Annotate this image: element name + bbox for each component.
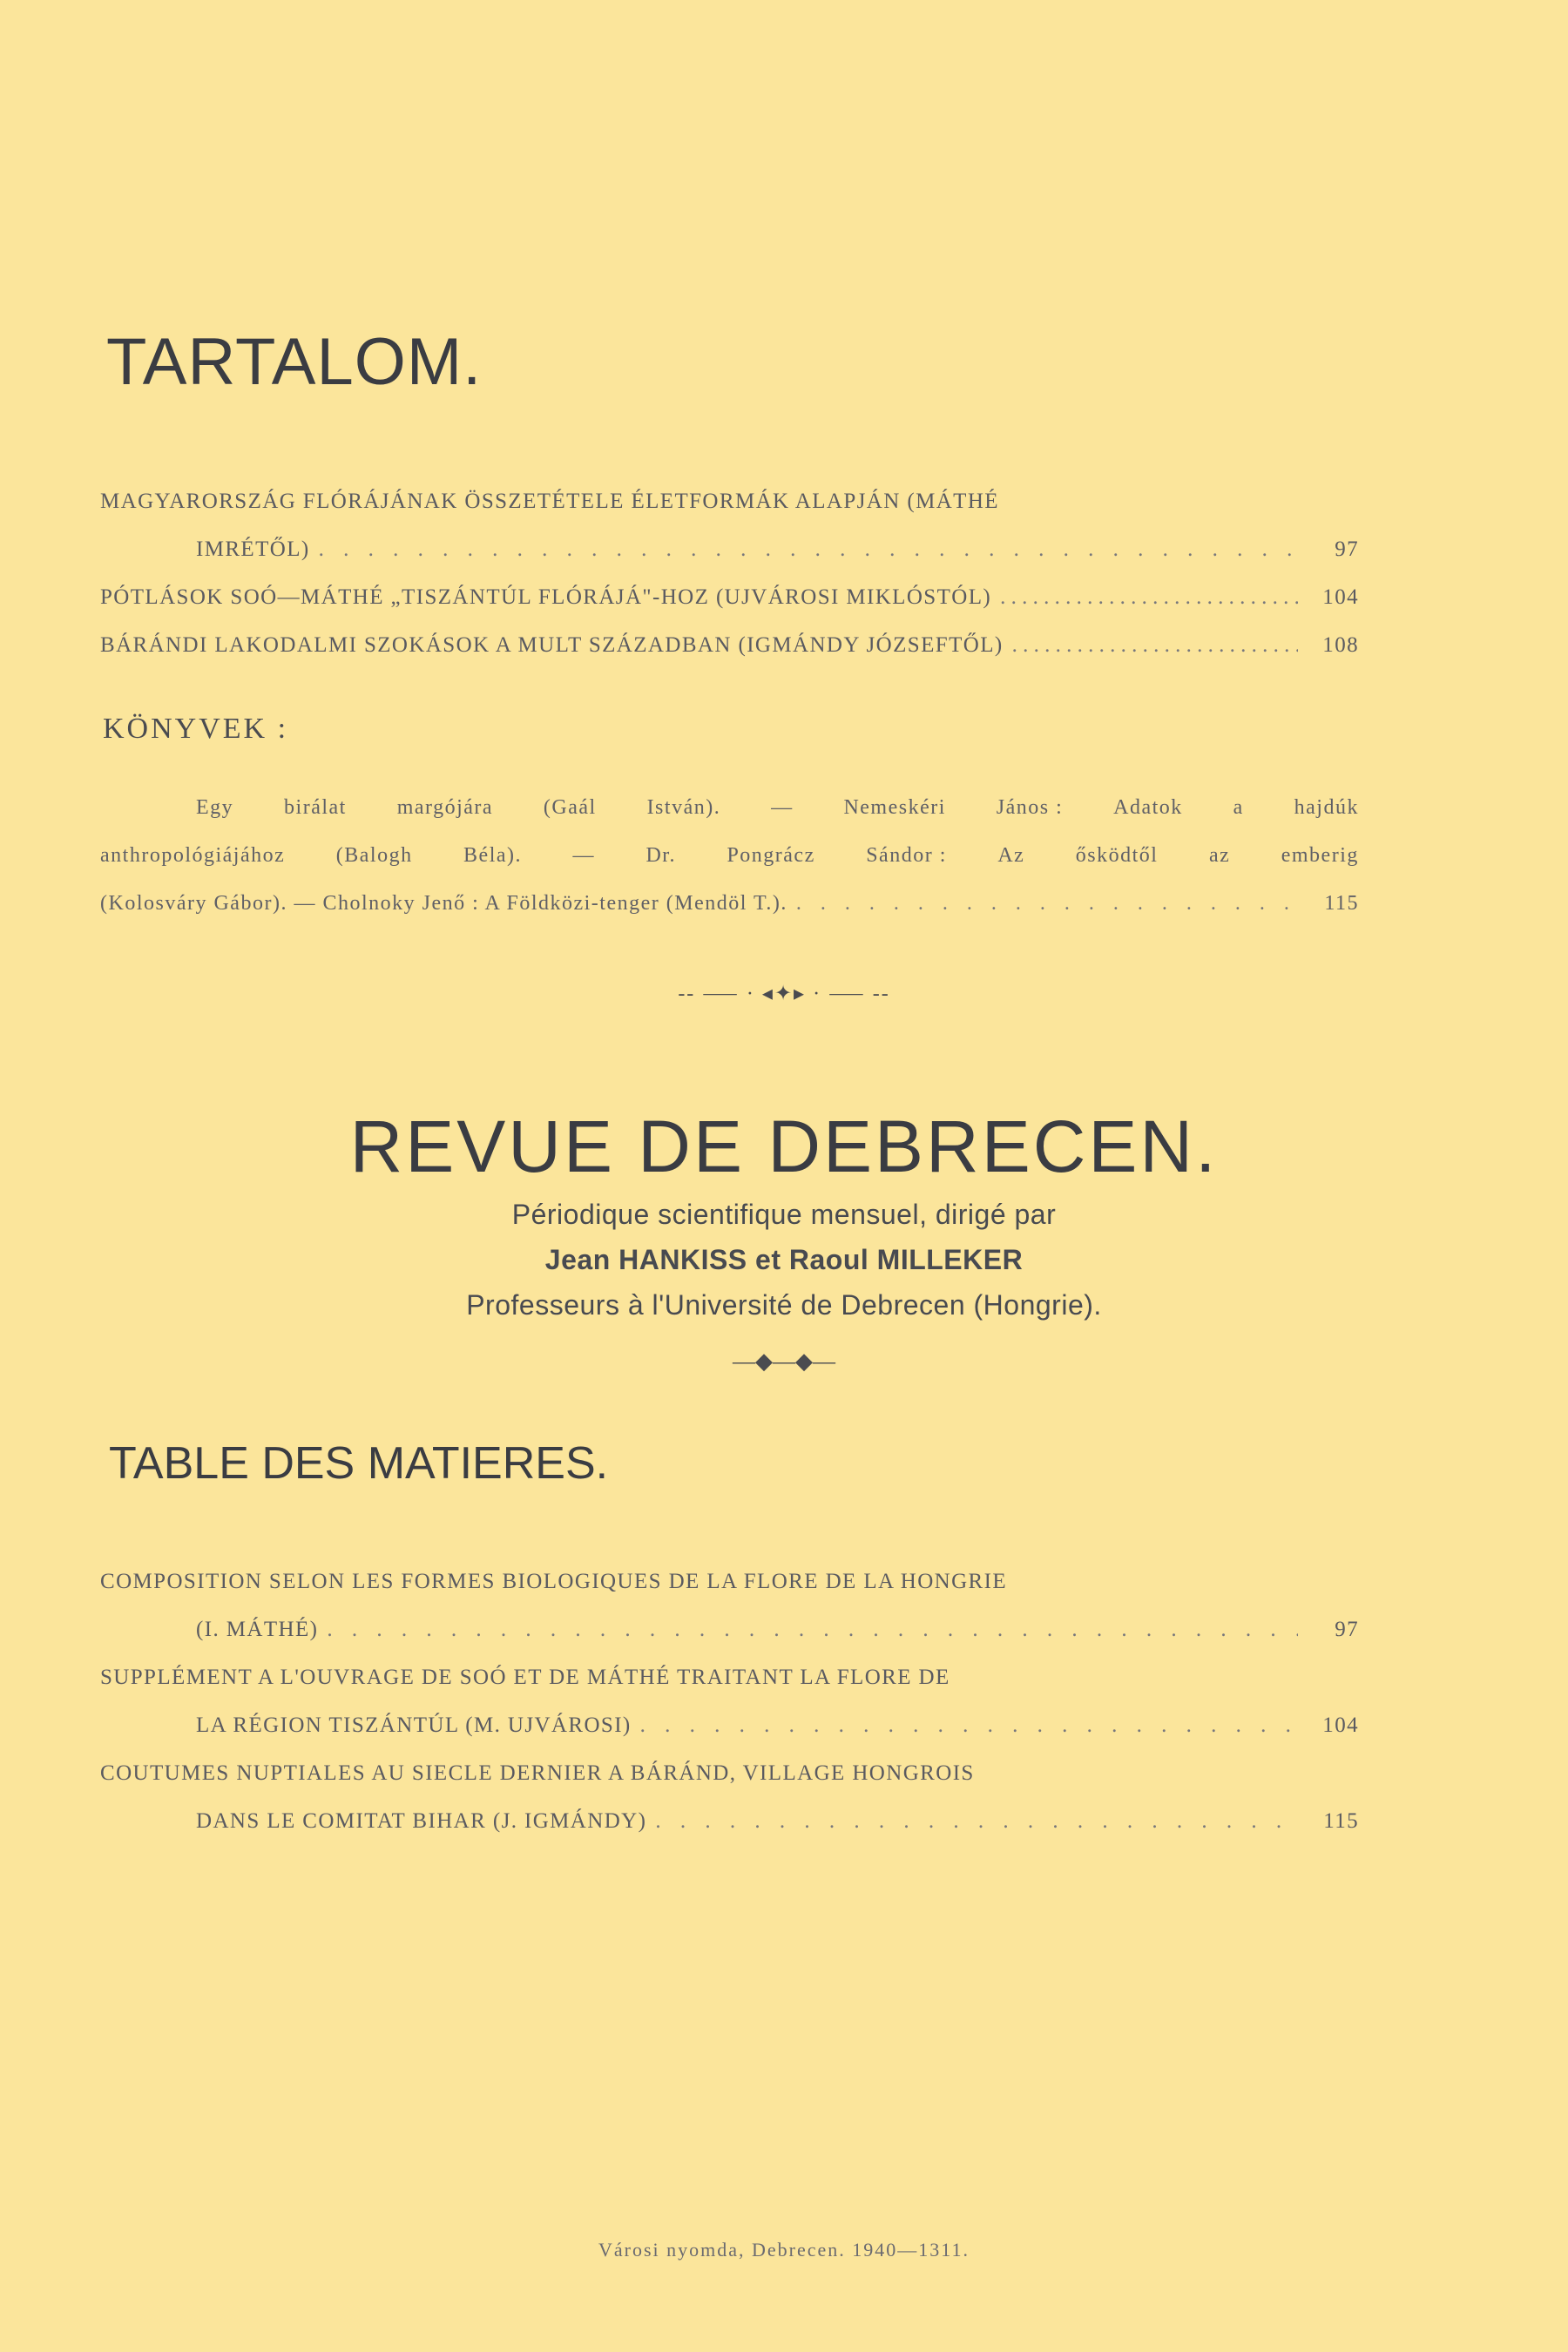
toc-page-number: 104	[1322, 585, 1359, 609]
books-word: István).	[646, 796, 721, 819]
books-word: birálat	[284, 796, 347, 819]
books-word: —	[771, 796, 794, 819]
toc-entry-title: BÁRÁNDI LAKODALMI SZOKÁSOK A MULT SZÁZADBAN (IGMÁNDY JÓZSEFTŐL)	[100, 633, 1004, 657]
printer-imprint: Városi nyomda, Debrecen. 1940—1311.	[598, 2239, 970, 2261]
toc-entry-title-cont: IMRÉTŐL)	[196, 537, 310, 561]
books-word: a	[1233, 796, 1244, 819]
dot-leader	[796, 880, 1298, 928]
books-word: Egy	[196, 796, 234, 819]
dot-leader	[319, 525, 1298, 573]
toc-entry-title-cont: LA RÉGION TISZÁNTÚL (M. UJVÁROSI)	[196, 1713, 632, 1737]
books-text: (Kolosváry Gábor). — Cholnoky Jenő : A Földközi-tenger (Mendöl T.).	[100, 892, 787, 915]
toc-entry-title: COMPOSITION SELON LES FORMES BIOLOGIQUES DE LA FLORE DE LA HONGRIE	[100, 1570, 1008, 1593]
toc-page-number: 115	[1323, 1809, 1359, 1833]
revue-title: REVUE DE DEBRECEN.	[349, 1105, 1219, 1187]
toc-entry-continuation	[100, 1797, 1359, 1845]
toc-entry-title-cont: (I. MÁTHÉ)	[196, 1618, 319, 1641]
table-des-matieres-list	[100, 1558, 1359, 1845]
tartalom-list	[100, 477, 1359, 669]
books-word: —	[572, 844, 595, 867]
books-word: (Gaál	[543, 796, 597, 819]
dot-leader	[640, 1701, 1298, 1749]
toc-entry	[100, 1653, 1359, 1749]
books-word: Béla).	[463, 844, 523, 867]
toc-entry-title-cont: DANS LE COMITAT BIHAR (J. IGMÁNDY)	[196, 1809, 647, 1833]
dot-leader	[655, 1797, 1298, 1845]
table-des-matieres-title: TABLE DES MATIERES.	[109, 1438, 609, 1489]
ornament-divider: -- ⸺ · ◂✦▸ · ⸺ --	[678, 983, 890, 1005]
revue-subtitle: Périodique scientifique mensuel, dirigé par	[511, 1199, 1057, 1230]
toc-entry-title: SUPPLÉMENT A L'OUVRAGE DE SOÓ ET DE MÁTHÉ TRAITANT LA FLORE DE	[100, 1666, 950, 1689]
toc-entry	[100, 1749, 1359, 1845]
books-word: Adatok	[1113, 796, 1183, 819]
books-line	[100, 832, 1359, 880]
books-line	[100, 880, 1359, 928]
books-word: emberig	[1281, 844, 1359, 867]
books-line	[100, 784, 1359, 832]
dot-leader	[327, 1605, 1298, 1653]
toc-entry-row	[100, 573, 1359, 621]
toc-entry-continuation	[100, 1701, 1359, 1749]
toc-page-number: 104	[1322, 1713, 1359, 1737]
toc-page-number: 108	[1322, 633, 1359, 657]
books-word: anthropológiájához	[100, 844, 286, 867]
toc-entry-title: MAGYARORSZÁG FLÓRÁJÁNAK ÖSSZETÉTELE ÉLETFORMÁK ALAPJÁN (MÁTHÉ	[100, 490, 999, 513]
books-word: az	[1208, 844, 1231, 867]
revue-editors: Jean HANKISS et Raoul MILLEKER	[544, 1244, 1024, 1275]
toc-entry	[100, 1558, 1359, 1653]
books-word: Pongrácz	[727, 844, 815, 867]
books-word: Dr.	[645, 844, 676, 867]
books-word: János :	[996, 796, 1064, 819]
books-word: hajdúk	[1294, 796, 1359, 819]
toc-page-number: 97	[1335, 537, 1359, 561]
books-word: ősködtől	[1075, 844, 1159, 867]
dot-leader-spacer	[1012, 621, 1298, 669]
toc-entry	[100, 573, 1359, 621]
books-word: Az	[997, 844, 1025, 867]
tartalom-title: TARTALOM.	[106, 325, 483, 399]
toc-entry-row	[100, 621, 1359, 669]
toc-entry-continuation	[100, 1605, 1359, 1653]
books-heading: KÖNYVEK :	[103, 713, 289, 745]
toc-page-number: 115	[1324, 892, 1359, 915]
revue-affiliation: Professeurs à l'Université de Debrecen (Hongrie).	[466, 1289, 1102, 1321]
ornament-divider: —◆—◆—	[733, 1348, 835, 1374]
books-word: Nemeskéri	[843, 796, 946, 819]
books-list	[100, 784, 1359, 928]
books-word: margójára	[396, 796, 494, 819]
dot-leader-spacer	[1000, 573, 1298, 621]
books-word: (Balogh	[335, 844, 413, 867]
books-word: Sándor :	[866, 844, 947, 867]
toc-entry	[100, 621, 1359, 669]
toc-entry-title: PÓTLÁSOK SOÓ—MÁTHÉ „TISZÁNTÚL FLÓRÁJÁ"-HOZ (UJVÁROSI MIKLÓSTÓL)	[100, 585, 992, 609]
toc-entry	[100, 477, 1359, 573]
toc-entry-title: COUTUMES NUPTIALES AU SIECLE DERNIER A BÁRÁND, VILLAGE HONGROIS	[100, 1761, 975, 1785]
toc-entry-continuation	[100, 525, 1359, 573]
toc-page-number: 97	[1335, 1618, 1359, 1641]
